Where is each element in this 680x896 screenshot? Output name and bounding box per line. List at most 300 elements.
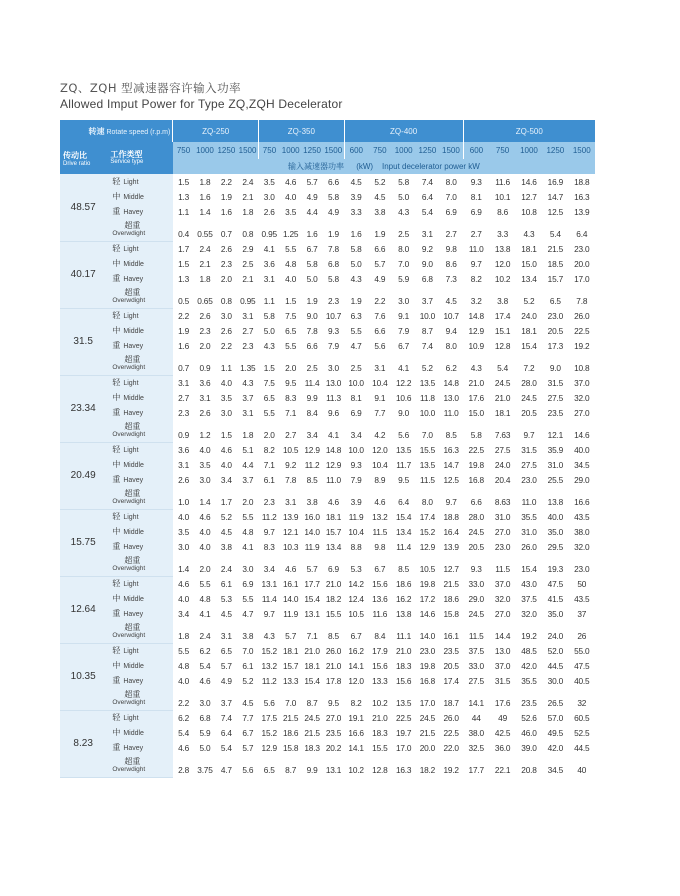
service-type-cn: 中 (112, 527, 121, 536)
service-type-en: Middle (123, 730, 144, 737)
power-value-cell: 21.5 (547, 243, 564, 254)
power-value-cell: 44 (471, 712, 481, 723)
power-value-cell: 3.0 (220, 310, 232, 321)
power-value-cell: 11.5 (468, 631, 484, 641)
power-value-cell: 7.2 (523, 363, 535, 373)
power-value-cell: 11.6 (495, 176, 510, 187)
power-value-cell: 3.7 (242, 474, 254, 485)
power-value-cell: 6.6 (374, 325, 386, 336)
power-value-cell: 8.3 (263, 541, 275, 552)
table-row (60, 710, 595, 725)
power-value-cell: 38.0 (468, 727, 484, 738)
service-type-en: Middle (123, 261, 144, 268)
power-value-cell: 18.1 (521, 325, 537, 336)
power-value-cell: 13.5 (419, 377, 436, 388)
header-row-speeds (60, 142, 595, 159)
power-value-cell: 2.2 (374, 296, 386, 306)
power-value-cell: 21.0 (468, 377, 484, 388)
power-value-cell: 3.7 (220, 698, 232, 708)
table-row (60, 353, 595, 375)
power-value-cell: 11.4 (396, 541, 411, 552)
power-value-cell: 9.9 (306, 765, 318, 775)
power-value-cell: 1.35 (240, 363, 256, 373)
table-row (60, 420, 595, 442)
rotate-speed-header (60, 120, 173, 142)
power-value-cell: 18.3 (304, 742, 320, 753)
power-value-cell: 13.4 (395, 526, 412, 537)
power-value-cell: 18.6 (282, 727, 299, 738)
power-value-cell: 5.5 (199, 578, 211, 589)
power-value-cell: 13.6 (372, 593, 388, 604)
power-value-cell: 10.4 (372, 377, 388, 388)
power-value-cell: 5.2 (374, 176, 386, 187)
power-value-cell: 19.3 (547, 564, 564, 574)
power-value-cell: 9.6 (328, 407, 339, 418)
power-value-cell: 7.1 (306, 631, 318, 641)
power-value-cell: 17.3 (547, 340, 564, 351)
power-value-cell: 8.0 (398, 243, 410, 254)
power-value-cell: 3.1 (199, 392, 211, 403)
power-value-cell: 5.6 (242, 765, 254, 775)
power-value-cell: 1.6 (350, 229, 362, 239)
table-row (60, 755, 595, 777)
power-table (60, 120, 595, 778)
power-value-cell: 3.6 (199, 377, 211, 388)
power-value-cell: 23.5 (547, 407, 564, 418)
power-value-cell: 12.8 (372, 765, 388, 775)
drive-ratio-cell: 48.57 (60, 174, 106, 241)
power-value-cell: 7.8 (328, 243, 339, 254)
power-value-cell: 0.95 (261, 229, 277, 239)
power-value-cell: 15.4 (521, 564, 537, 574)
power-value-cell: 2.0 (242, 497, 254, 507)
power-value-cell: 5.4 (199, 660, 211, 671)
power-value-cell: 13.1 (261, 578, 277, 589)
power-value-cell: 6.5 (263, 392, 275, 403)
service-type-cn: 轻 (112, 244, 121, 254)
power-value-cell: 4.9 (374, 273, 386, 284)
power-value-cell: 17.7 (304, 578, 320, 589)
power-value-cell: 47.5 (574, 660, 590, 671)
power-value-cell: 3.0 (263, 191, 275, 202)
power-value-cell: 5.7 (242, 742, 254, 753)
service-type-cn: 重 (112, 207, 121, 216)
power-value-cell: 2.9 (242, 243, 254, 254)
speed-header: 600 (344, 142, 368, 159)
service-type-en: Light (123, 246, 139, 254)
service-type-cn: 超重 (124, 354, 141, 364)
power-value-cell: 13.1 (325, 765, 342, 775)
table-body (60, 174, 595, 777)
power-value-cell: 3.6 (178, 444, 189, 455)
power-value-cell: 22.5 (443, 727, 459, 738)
service-type-cell (106, 241, 173, 256)
service-type-en: Middle (123, 395, 144, 402)
power-value-cell: 20.4 (494, 474, 511, 485)
power-value-cell: 9.5 (328, 698, 339, 708)
power-value-cell: 16.0 (304, 511, 320, 522)
power-value-cell: 4.3 (470, 363, 482, 373)
power-value-cell: 42.5 (494, 727, 511, 738)
power-value-cell: 7.0 (445, 191, 457, 202)
power-value-cell: 10.0 (348, 444, 364, 455)
speed-header: 1000 (516, 142, 542, 159)
power-value-cell: 10.0 (419, 407, 436, 418)
power-value-cell: 7.0 (242, 645, 254, 656)
service-type-cell (106, 256, 173, 271)
power-value-cell: 5.6 (374, 340, 386, 351)
power-value-cell: 14.0 (419, 631, 436, 641)
power-value-cell: 14.1 (468, 698, 484, 708)
service-type-cell (106, 591, 173, 606)
table-row (60, 524, 595, 539)
power-value-cell: 5.5 (285, 243, 297, 254)
power-value-cell: 8.5 (328, 631, 339, 641)
power-value-cell: 0.8 (220, 296, 232, 306)
power-value-cell: 8.1 (470, 191, 482, 202)
power-value-cell: 21.0 (325, 660, 342, 671)
power-value-cell: 7.4 (421, 340, 433, 351)
power-value-cell: 11.2 (304, 459, 320, 470)
power-value-cell: 11.9 (304, 541, 320, 552)
table-row (60, 271, 595, 286)
power-value-cell: 27.0 (494, 526, 511, 537)
power-value-cell: 29.0 (468, 593, 484, 604)
power-value-cell: 6.6 (470, 497, 482, 507)
service-type-en: Light (123, 313, 139, 321)
power-value-cell: 17.6 (494, 698, 511, 708)
power-value-cell: 19.2 (521, 631, 537, 641)
power-value-cell: 0.8 (242, 229, 254, 239)
power-value-cell: 15.2 (261, 727, 277, 738)
power-value-cell: 24.0 (547, 631, 564, 641)
power-value-cell: 40.0 (574, 444, 590, 455)
power-value-cell: 13.8 (395, 608, 412, 619)
power-value-cell: 3.3 (497, 229, 509, 239)
power-value-cell: 3.0 (398, 296, 410, 306)
power-value-cell: 5.7 (220, 660, 232, 671)
power-value-cell: 48.5 (521, 645, 537, 656)
speed-header: 1000 (280, 142, 301, 159)
power-value-cell: 4.6 (178, 742, 189, 753)
service-type-cell (106, 457, 173, 472)
power-value-cell: 5.4 (220, 742, 232, 753)
power-value-cell: 15.1 (494, 325, 511, 336)
table-row (60, 472, 595, 487)
power-value-cell: 2.1 (242, 191, 254, 202)
speed-header: 1000 (194, 142, 215, 159)
power-value-cell: 3.1 (285, 497, 297, 507)
service-type-cn: 重 (112, 274, 121, 283)
power-value-cell: 8.0 (421, 497, 433, 507)
power-value-cell: 1.9 (220, 191, 232, 202)
table-row (60, 621, 595, 643)
service-type-cn: 中 (112, 460, 121, 469)
power-value-cell: 3.1 (178, 377, 189, 388)
power-value-cell: 22.5 (395, 712, 412, 723)
power-value-cell: 17.5 (261, 712, 277, 723)
power-value-cell: 10.8 (574, 363, 590, 373)
power-value-cell: 22.0 (443, 742, 459, 753)
power-value-cell: 9.9 (306, 392, 318, 403)
power-value-cell: 26 (577, 631, 587, 641)
power-value-cell: 35.0 (547, 526, 564, 537)
service-type-cell (106, 621, 173, 643)
power-value-cell: 5.6 (398, 430, 410, 440)
power-value-cell: 6.7 (306, 243, 318, 254)
service-type-en: Overwdight (112, 564, 146, 572)
power-value-cell: 6.4 (421, 191, 433, 202)
power-value-cell: 12.5 (547, 206, 564, 217)
service-type-en: Middle (123, 596, 144, 603)
power-value-cell: 17.0 (574, 273, 590, 284)
table-row (60, 256, 595, 271)
power-value-cell: 11.9 (283, 608, 299, 619)
power-value-cell: 13.3 (372, 675, 388, 686)
power-value-cell: 4.2 (374, 430, 386, 440)
service-type-en: Middle (123, 462, 144, 469)
drive-ratio-cell: 10.35 (60, 643, 106, 710)
service-type-cn: 中 (112, 661, 121, 670)
service-type-en: Service type (110, 159, 144, 165)
power-value-cell: 9.3 (470, 564, 482, 574)
power-value-cell: 3.0 (242, 564, 254, 574)
power-value-cell: 32.0 (521, 608, 537, 619)
power-value-cell: 5.7 (306, 176, 318, 187)
power-value-cell: 6.1 (263, 474, 275, 485)
power-value-cell: 7.5 (263, 377, 275, 388)
power-value-cell: 2.6 (199, 310, 211, 321)
power-value-cell: 9.0 (398, 407, 410, 418)
power-value-cell: 2.6 (220, 325, 232, 336)
power-value-cell: 47.5 (547, 578, 564, 589)
table-row (60, 487, 595, 509)
power-value-cell: 0.55 (197, 229, 213, 239)
power-value-cell: 15.7 (282, 660, 299, 671)
service-type-cn: 重 (112, 341, 121, 350)
power-value-cell: 3.7 (242, 392, 254, 403)
power-value-cell: 0.7 (178, 363, 189, 373)
service-type-cn: 重 (112, 676, 121, 685)
power-value-cell: 31.0 (521, 526, 537, 537)
power-value-cell: 7.9 (398, 325, 410, 336)
power-value-cell: 26.0 (443, 712, 459, 723)
power-value-cell: 14.1 (348, 742, 364, 753)
power-value-cell: 57.0 (547, 712, 564, 723)
power-value-cell: 43.0 (521, 578, 537, 589)
header-row-models (60, 120, 595, 142)
speed-header: 1500 (439, 142, 463, 159)
power-value-cell: 6.5 (220, 645, 232, 656)
power-value-cell: 11.2 (261, 511, 277, 522)
power-value-cell: 2.0 (199, 340, 211, 351)
table-row (60, 457, 595, 472)
power-value-cell: 2.6 (220, 243, 232, 254)
service-type-en: Middle (123, 663, 144, 670)
power-value-cell: 16.8 (468, 474, 484, 485)
service-type-en: Havey (123, 343, 144, 350)
power-value-cell: 3.5 (263, 176, 275, 187)
power-value-cell: 13.5 (395, 698, 412, 708)
service-type-cell (106, 174, 173, 189)
power-value-cell: 12.9 (261, 742, 277, 753)
power-value-cell: 17.8 (325, 675, 342, 686)
power-value-cell: 37 (577, 608, 587, 619)
service-type-cell (106, 323, 173, 338)
power-value-cell: 27.5 (547, 392, 564, 403)
power-value-cell: 7.8 (285, 474, 297, 485)
service-type-cn: 中 (112, 192, 121, 201)
power-value-cell: 8.2 (350, 698, 362, 708)
power-value-cell: 24.0 (494, 459, 511, 470)
power-value-cell: 44.5 (574, 742, 590, 753)
table-row (60, 338, 595, 353)
power-value-cell: 0.9 (199, 363, 211, 373)
power-value-cell: 3.8 (374, 206, 386, 217)
power-value-cell: 26.0 (325, 645, 342, 656)
service-type-cn: 中 (112, 393, 121, 402)
power-value-cell: 4.0 (199, 444, 211, 455)
power-value-cell: 3.1 (242, 310, 254, 321)
power-value-cell: 19.8 (419, 578, 436, 589)
power-value-cell: 10.5 (419, 564, 436, 574)
power-value-cell: 4.1 (263, 243, 275, 254)
table-row (60, 740, 595, 755)
power-value-cell: 5.0 (398, 191, 410, 202)
power-value-cell: 15.0 (521, 258, 537, 269)
power-value-cell: 4.0 (199, 526, 211, 537)
power-value-cell: 4.0 (285, 273, 297, 284)
service-type-cell (106, 725, 173, 740)
speed-header: 1250 (542, 142, 568, 159)
power-value-cell: 24.5 (468, 526, 484, 537)
power-value-cell: 12.1 (282, 526, 299, 537)
power-value-cell: 5.8 (328, 191, 339, 202)
power-value-cell: 1.9 (374, 229, 386, 239)
power-value-cell: 23.0 (574, 564, 590, 574)
service-type-cn: 中 (112, 326, 121, 335)
power-value-cell: 6.6 (328, 176, 339, 187)
service-type-en: Overwdight (112, 698, 146, 706)
power-value-cell: 13.0 (443, 392, 459, 403)
power-value-cell: 6.3 (350, 310, 362, 321)
power-value-cell: 22.5 (468, 444, 484, 455)
power-value-cell: 3.0 (328, 363, 339, 373)
power-value-cell: 23.5 (325, 727, 342, 738)
service-type-en: Havey (123, 678, 144, 685)
service-type-cn: 超重 (124, 622, 141, 632)
power-value-cell: 10.3 (282, 541, 299, 552)
rotate-speed-cn: 转速 (88, 126, 105, 136)
power-value-cell: 22.1 (494, 765, 511, 775)
power-value-cell: 11.0 (326, 474, 341, 485)
power-value-cell: 5.7 (374, 258, 386, 269)
power-value-cell: 13.4 (325, 541, 342, 552)
power-value-cell: 12.9 (325, 459, 342, 470)
power-value-cell: 1.6 (199, 191, 211, 202)
power-value-cell: 16.8 (419, 675, 436, 686)
power-value-cell: 2.2 (178, 310, 189, 321)
speed-header: 600 (463, 142, 489, 159)
power-value-cell: 8.5 (445, 430, 457, 440)
power-value-cell: 11.0 (443, 407, 459, 418)
power-value-cell: 3.5 (220, 392, 232, 403)
power-value-cell: 12.4 (348, 593, 364, 604)
table-row (60, 725, 595, 740)
power-value-cell: 6.7 (398, 340, 410, 351)
power-value-cell: 37.0 (494, 578, 511, 589)
power-value-cell: 9.7 (470, 258, 482, 269)
power-value-cell: 10.7 (443, 310, 459, 321)
power-value-cell: 26.0 (521, 541, 537, 552)
service-type-cell (106, 442, 173, 457)
power-value-cell: 24.5 (521, 392, 537, 403)
power-value-cell: 18.2 (325, 593, 342, 604)
power-value-cell: 20.5 (521, 407, 537, 418)
power-value-cell: 1.8 (199, 273, 211, 284)
power-value-cell: 18.2 (419, 765, 436, 775)
power-value-cell: 10.2 (494, 273, 511, 284)
power-value-cell: 6.9 (470, 206, 482, 217)
power-value-cell: 7.8 (306, 325, 318, 336)
service-type-cell (106, 405, 173, 420)
service-type-cn: 轻 (112, 378, 121, 388)
power-value-cell: 1.25 (282, 229, 299, 239)
service-type-cn: 中 (112, 728, 121, 737)
service-type-cn: 超重 (124, 220, 141, 230)
power-value-cell: 4.0 (178, 593, 189, 604)
power-value-cell: 9.3 (470, 176, 482, 187)
service-type-cell (106, 472, 173, 487)
power-value-cell: 2.6 (263, 206, 275, 217)
service-type-cell (106, 375, 173, 390)
drive-ratio-cell: 12.64 (60, 576, 106, 643)
power-value-cell: 26.5 (547, 698, 564, 708)
power-value-cell: 4.3 (242, 377, 254, 388)
power-value-cell: 16.3 (395, 765, 412, 775)
power-value-cell: 2.2 (220, 176, 232, 187)
power-value-cell: 12.5 (443, 474, 459, 485)
power-value-cell: 17.9 (372, 645, 388, 656)
table-row (60, 688, 595, 710)
power-value-cell: 2.3 (220, 258, 232, 269)
power-value-cell: 1.5 (263, 363, 275, 373)
power-value-cell: 1.8 (242, 430, 254, 440)
service-type-cn: 轻 (112, 579, 121, 589)
power-value-cell: 15.5 (325, 608, 342, 619)
power-value-cell: 6.7 (242, 727, 254, 738)
power-value-cell: 32.0 (494, 593, 511, 604)
power-value-cell: 2.1 (199, 258, 211, 269)
power-value-cell: 14.6 (574, 430, 590, 440)
power-value-cell: 9.8 (374, 541, 386, 552)
power-value-cell: 31.5 (494, 675, 511, 686)
power-value-cell: 41.5 (547, 593, 564, 604)
input-power-unit: (kW) (356, 162, 374, 171)
power-value-cell: 6.8 (328, 258, 339, 269)
service-type-cell (106, 524, 173, 539)
power-value-cell: 49 (498, 712, 508, 723)
power-value-cell: 15.5 (419, 444, 436, 455)
rotate-speed-en: Rotate speed (106, 128, 149, 136)
power-value-cell: 11.3 (326, 392, 341, 403)
power-value-cell: 1.9 (328, 229, 339, 239)
power-value-cell: 8.9 (374, 474, 386, 485)
service-type-cn: 超重 (124, 488, 141, 498)
power-value-cell: 7.0 (285, 698, 297, 708)
power-value-cell: 5.2 (242, 675, 254, 686)
power-value-cell: 60.5 (574, 712, 590, 723)
